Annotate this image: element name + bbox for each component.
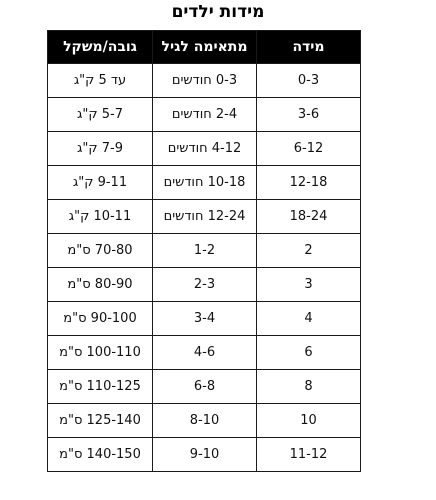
- size-chart-table: [47, 30, 361, 472]
- cell-age: 12-24 חודשים: [153, 200, 257, 234]
- cell-size: 0-3: [257, 64, 361, 98]
- cell-age: 4-12 חודשים: [153, 132, 257, 166]
- table-row: [48, 268, 361, 302]
- column-header-height-weight: גובה/משקל: [48, 31, 153, 64]
- cell-height-weight: 5-7 ק"ג: [48, 98, 153, 132]
- cell-age: 3-4: [153, 302, 257, 336]
- cell-height-weight: 90-100 ס"מ: [48, 302, 153, 336]
- cell-age: 6-8: [153, 370, 257, 404]
- cell-size: 10: [257, 404, 361, 438]
- cell-height-weight: 140-150 ס"מ: [48, 438, 153, 472]
- cell-height-weight: 7-9 ק"ג: [48, 132, 153, 166]
- cell-size: 4: [257, 302, 361, 336]
- column-header-size: מידה: [257, 31, 361, 64]
- column-header-age: מתאימה לגיל: [153, 31, 257, 64]
- table-row: [48, 166, 361, 200]
- table-row: [48, 200, 361, 234]
- cell-age: 2-4 חודשים: [153, 98, 257, 132]
- cell-height-weight: עד 5 ק"ג: [48, 64, 153, 98]
- cell-age: 10-18 חודשים: [153, 166, 257, 200]
- cell-size: 6: [257, 336, 361, 370]
- cell-age: 1-2: [153, 234, 257, 268]
- table-row: [48, 336, 361, 370]
- cell-size: 18-24: [257, 200, 361, 234]
- table-row: [48, 370, 361, 404]
- page-title: מידות ילדים: [171, 2, 265, 22]
- table-row: [48, 404, 361, 438]
- table-row: [48, 64, 361, 98]
- cell-size: 11-12: [257, 438, 361, 472]
- cell-size: 3: [257, 268, 361, 302]
- cell-size: 12-18: [257, 166, 361, 200]
- cell-height-weight: 110-125 ס"מ: [48, 370, 153, 404]
- cell-size: 8: [257, 370, 361, 404]
- cell-height-weight: 9-11 ק"ג: [48, 166, 153, 200]
- cell-height-weight: 70-80 ס"מ: [48, 234, 153, 268]
- table-row: [48, 438, 361, 472]
- cell-height-weight: 100-110 ס"מ: [48, 336, 153, 370]
- table-row: [48, 98, 361, 132]
- cell-age: 9-10: [153, 438, 257, 472]
- table-row: [48, 234, 361, 268]
- cell-age: 8-10: [153, 404, 257, 438]
- cell-size: 2: [257, 234, 361, 268]
- table-row: [48, 132, 361, 166]
- cell-age: 2-3: [153, 268, 257, 302]
- cell-height-weight: 10-11 ק"ג: [48, 200, 153, 234]
- cell-age: 0-3 חודשים: [153, 64, 257, 98]
- cell-size: 6-12: [257, 132, 361, 166]
- cell-age: 4-6: [153, 336, 257, 370]
- table-header-row: [48, 31, 361, 64]
- table-row: [48, 302, 361, 336]
- cell-height-weight: 125-140 ס"מ: [48, 404, 153, 438]
- cell-height-weight: 80-90 ס"מ: [48, 268, 153, 302]
- cell-size: 3-6: [257, 98, 361, 132]
- table-body: [48, 64, 361, 472]
